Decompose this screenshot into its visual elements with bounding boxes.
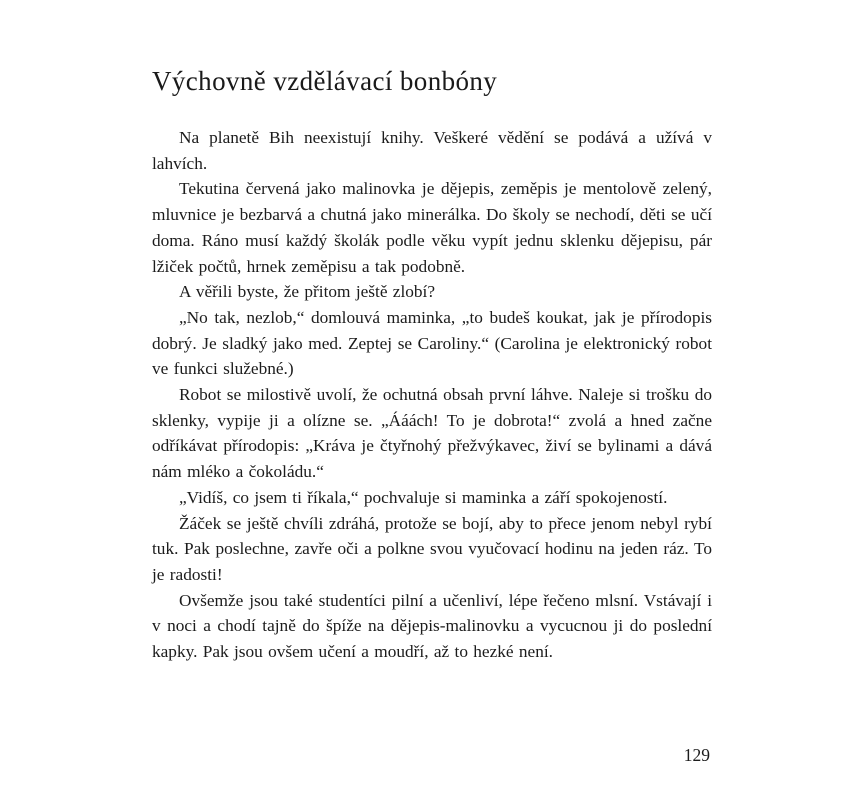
paragraph-5: Robot se milostivě uvolí, že ochutná obsah první láhve. Naleje si trošku do sklenky, vypije ji a olízne se. „Ááách! To je dobrota!“ zvolá a hned začne odříkávat přírodopis: „Kráva je čtyřnohý přežvýkavec, živí se bylinami a dává nám mléko a čokoládu.“ — [152, 385, 712, 482]
chapter-title: Výchovně vzdělávací bonbóny — [152, 66, 498, 96]
paragraph-8: Ovšemže jsou také studentíci pilní a učenliví, lépe řečeno mlsní. Vstávají i v noci a chodí tajně do špíže na dějepis-malinovku a vycucnou ji do poslední kapky. Pak jsou ovšem učení a moudří, až to hezké není. — [152, 590, 712, 662]
paragraph-1: Na planetě Bih neexistují knihy. Veškeré vědění se podává a užívá v lahvích. — [152, 128, 712, 173]
paragraph-6: „Vidíš, co jsem ti říkala,“ pochvaluje si maminka a září spokojeností. — [179, 487, 668, 507]
page-number: 129 — [683, 745, 710, 765]
text-block — [152, 125, 712, 665]
paragraph-2: Tekutina červená jako malinovka je dějepis, zeměpis je mentolově zelený, mluvnice je bezbarvá a chutná jako minerálka. Do školy se nechodí, děti se učí doma. Ráno musí každý školák podle věku vypít jednu sklenku dějepisu, pár lžiček počtů, hrnek zeměpisu a tak podobně. — [152, 179, 712, 276]
paragraph-4: „No tak, nezlob,“ domlouvá maminka, „to budeš koukat, jak je přírodopis dobrý. Je sladký jako med. Zeptej se Caroliny.“ (Carolina je elektronický robot ve funkci služebné.) — [152, 307, 712, 379]
paragraph-3: A věřili byste, že přitom ještě zlobí? — [179, 282, 436, 302]
paragraph-7: Žáček se ještě chvíli zdráhá, protože se bojí, aby to přece jenom nebyl rybí tuk. Pak poslechne, zavře oči a polkne svou vyučovací hodinu na jeden ráz. To je radosti! — [152, 513, 712, 584]
